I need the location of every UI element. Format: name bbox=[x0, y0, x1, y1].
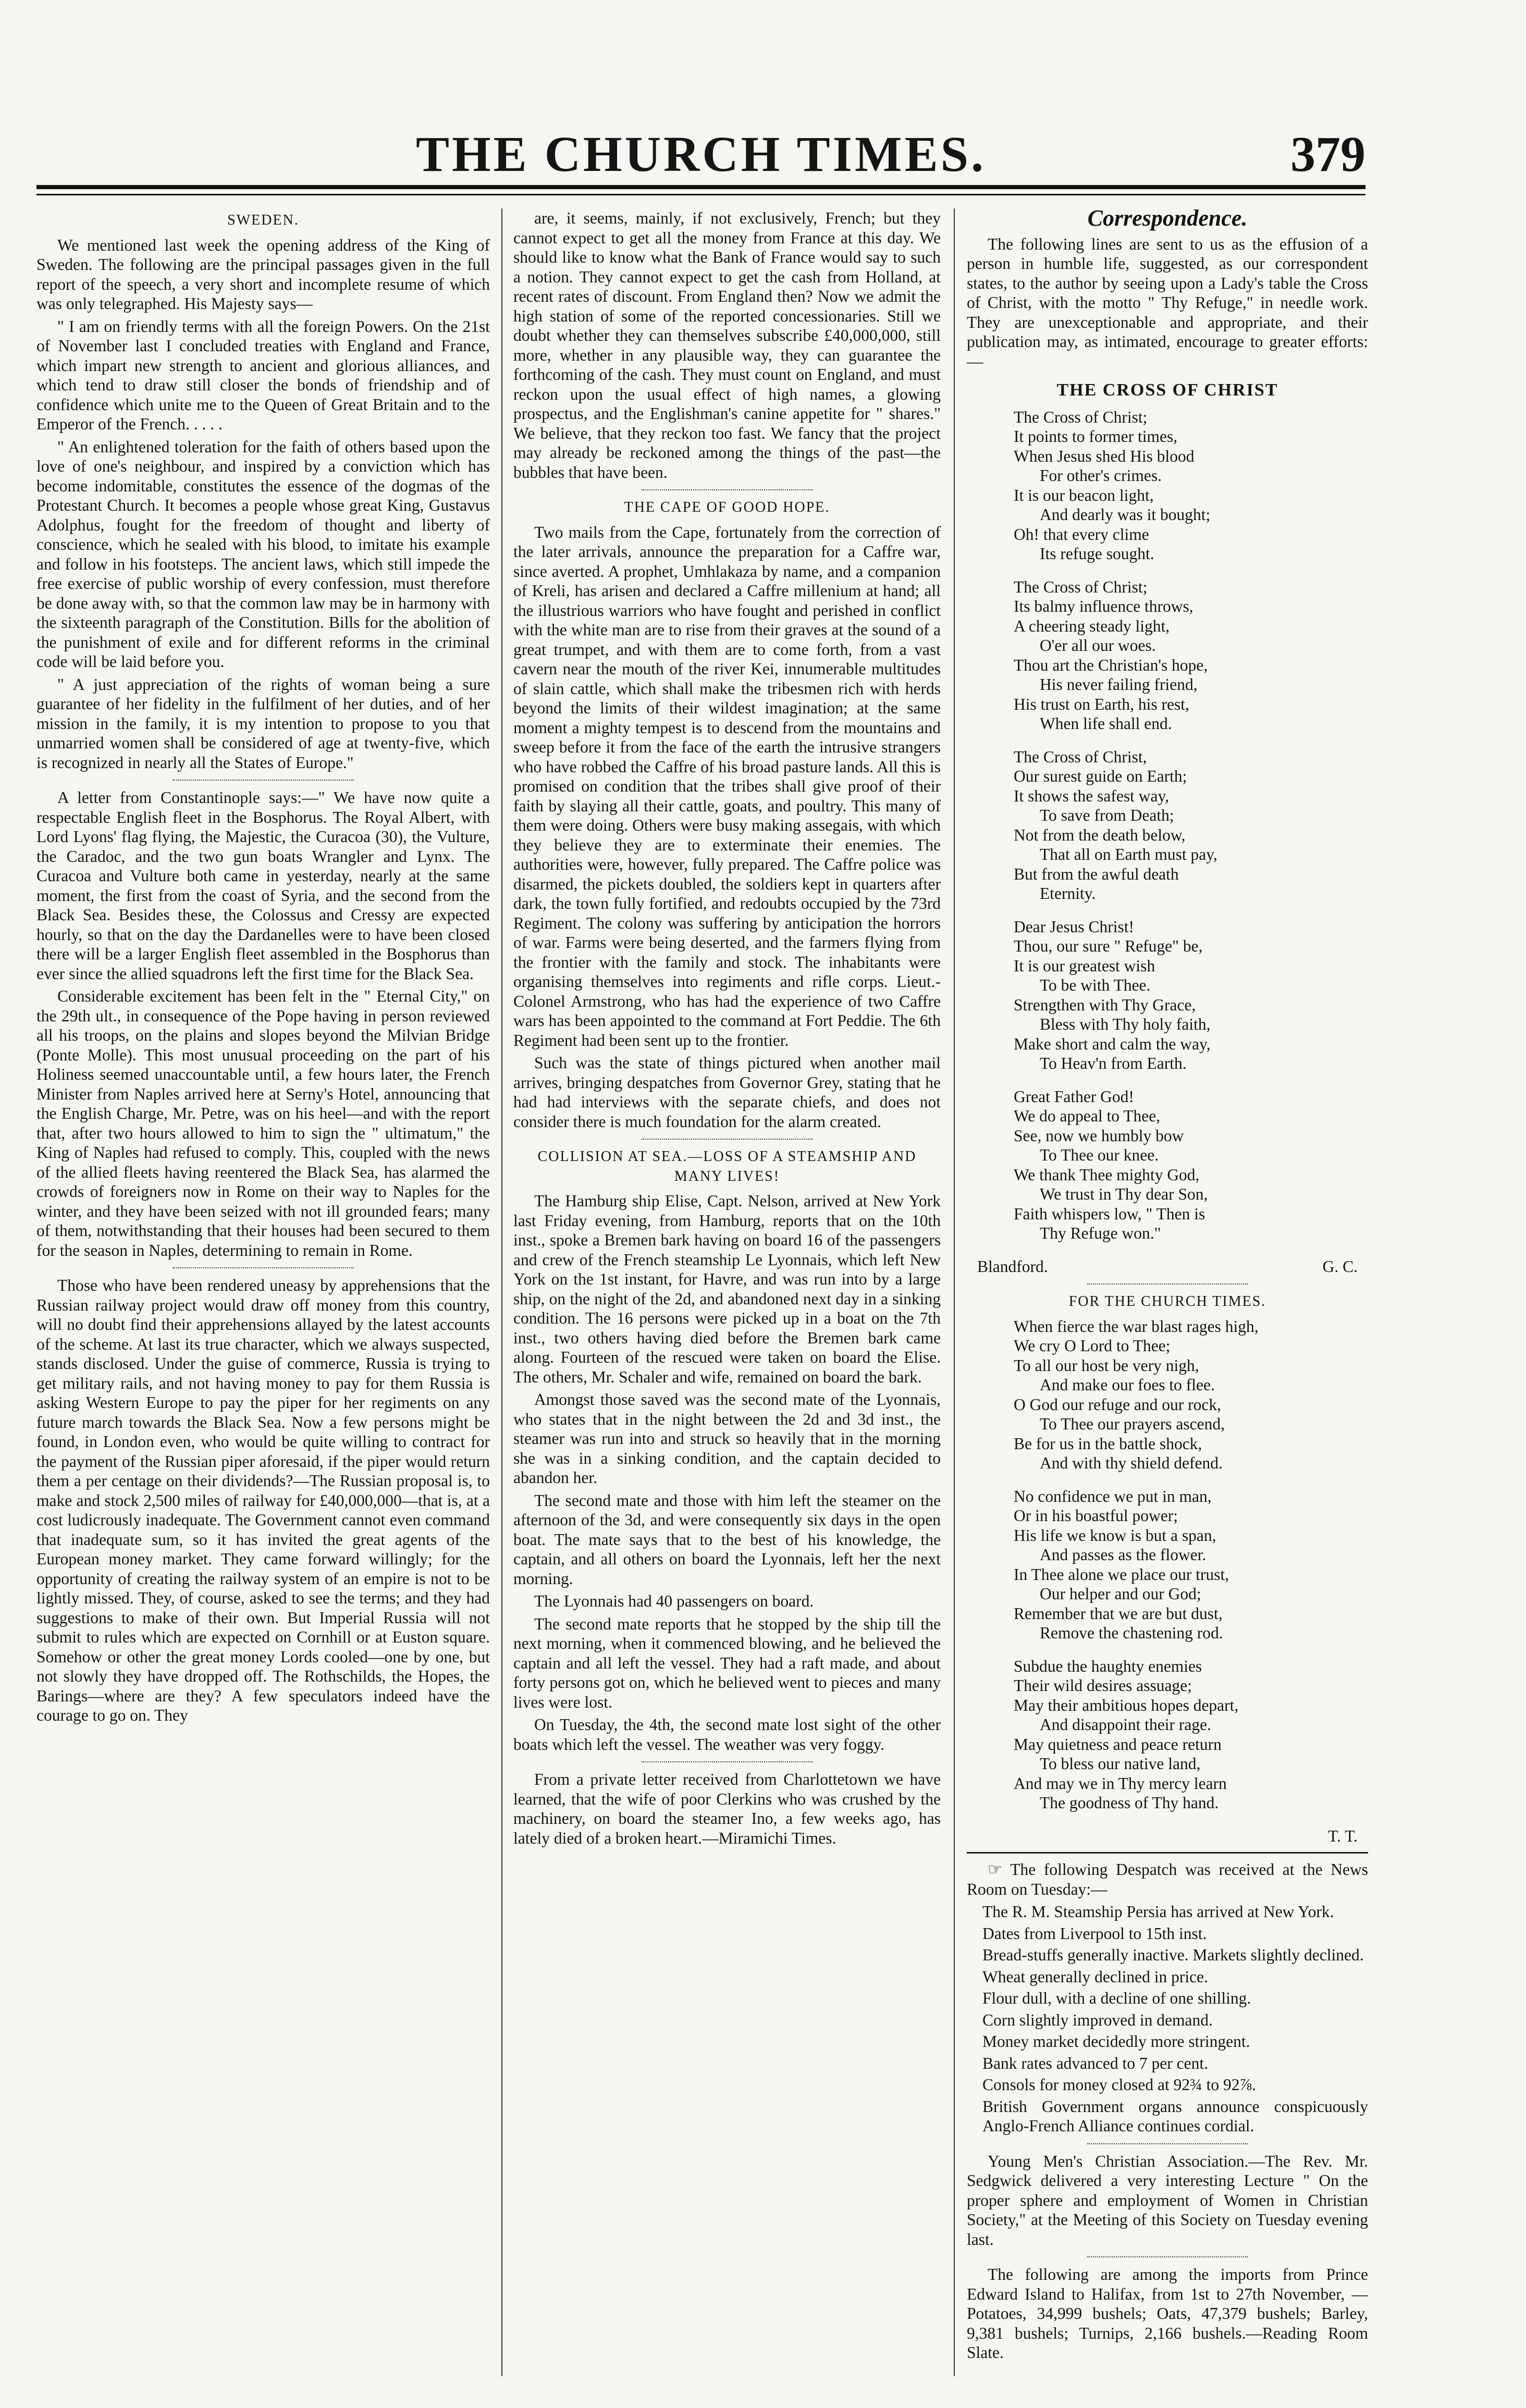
poem-line: May quietness and peace return bbox=[1014, 1735, 1222, 1753]
separator bbox=[1087, 2256, 1248, 2257]
poem-stanza bbox=[1014, 1487, 1368, 1643]
poem-line: Remember that we are but dust, bbox=[1014, 1604, 1223, 1623]
poem-line: Not from the death below, bbox=[1014, 825, 1186, 844]
poem-line: When fierce the war blast rages high, bbox=[1014, 1317, 1259, 1336]
poem-line: Great Father God! bbox=[1014, 1087, 1134, 1106]
poem-line: That all on Earth must pay, bbox=[1040, 845, 1217, 863]
poem-line: Thou, our sure " Refuge" be, bbox=[1014, 937, 1203, 955]
poem-line: The goodness of Thy hand. bbox=[1040, 1794, 1219, 1812]
poem-heading: FOR THE CHURCH TIMES. bbox=[1068, 1293, 1266, 1310]
poem-line: Its refuge sought. bbox=[1040, 545, 1154, 563]
article-heading-sweden: SWEDEN. bbox=[227, 212, 299, 228]
poem-line: It points to former times, bbox=[1014, 427, 1178, 446]
poem-line: We trust in Thy dear Son, bbox=[1040, 1185, 1208, 1203]
poem-line: Oh! that every clime bbox=[1014, 525, 1149, 544]
news-item: Wheat generally declined in price. bbox=[982, 1967, 1208, 1986]
poem-stanza bbox=[1014, 1657, 1368, 1813]
poem-line: And may we in Thy mercy learn bbox=[1014, 1774, 1227, 1793]
poem-line: It shows the safest way, bbox=[1014, 786, 1170, 805]
poem-stanza bbox=[1014, 747, 1368, 904]
poem-line: And dearly was it bought; bbox=[1040, 505, 1211, 524]
section-rule bbox=[967, 1852, 1368, 1854]
poem-line: When life shall end. bbox=[1040, 714, 1172, 733]
article-paragraph: On Tuesday, the 4th, the second mate lost sight of the other boats which left the vessel. The weather was very foggy. bbox=[513, 1715, 941, 1753]
poem-line: To all our host be very nigh, bbox=[1014, 1356, 1199, 1375]
article-heading-collision: COLLISION AT SEA.—LOSS OF A STEAMSHIP AND MANY LIVES! bbox=[537, 1149, 917, 1184]
separator bbox=[1087, 1283, 1248, 1285]
poem-line: Our surest guide on Earth; bbox=[1014, 767, 1187, 785]
article-paragraph: Amongst those saved was the second mate of the Lyonnais, who states that in the night between the 2d and 3d inst., the steamer was run into and struck so heavily that in the morning she was in a sinking condition, and the captain decided to abandon her. bbox=[513, 1390, 941, 1487]
poem-line: To be with Thee. bbox=[1040, 976, 1151, 994]
poem-line: Strengthen with Thy Grace, bbox=[1014, 995, 1196, 1014]
separator bbox=[642, 1761, 813, 1762]
poem-line: And with thy shield defend. bbox=[1040, 1454, 1223, 1472]
column-left bbox=[36, 208, 490, 1728]
news-intro: ☞ The following Despatch was received at the News Room on Tuesday:— bbox=[967, 1860, 1369, 1898]
poem-line: To save from Death; bbox=[1040, 806, 1174, 824]
poem-line: In Thee alone we place our trust, bbox=[1014, 1565, 1229, 1584]
article-paragraph: The second mate reports that he stopped by the ship till the next morning, when it commenced blowing, and he believed the captain and all left the vessel. They had a raft made, and about forty persons got on, which he believed went to pieces and many lives were lost. bbox=[513, 1614, 941, 1711]
article-paragraph: " A just appreciation of the rights of woman being a sure guarantee of her fidelity in the fulfilment of her duties, and of her mission in the family, it is my intention to propose to you that unmarried women shall be considered of age at twenty-five, which is recognized in nearly all the States of Europe." bbox=[36, 675, 490, 772]
masthead-rule-thin bbox=[36, 194, 1365, 195]
poem-line: O God our refuge and our rock, bbox=[1014, 1395, 1221, 1414]
news-list bbox=[967, 1902, 1368, 2136]
poem-line: The Cross of Christ; bbox=[1014, 407, 1148, 426]
article-heading-cape: THE CAPE OF GOOD HOPE. bbox=[624, 499, 830, 515]
poem-line: Its balmy influence throws, bbox=[1014, 597, 1193, 615]
article-paragraph: Such was the state of things pictured when another mail arrives, bringing despatches from Governor Grey, stating that he had had interviews with the separate chiefs, and does not consider there is much foundation for the alarm created. bbox=[513, 1054, 941, 1131]
poem-line: Make short and calm the way, bbox=[1014, 1034, 1211, 1053]
intro-paragraph: The following lines are sent to us as the effusion of a person in humble life, suggested, as our correspondent states, to the author by seeing upon a Lady's table the Cross of Christ, with the motto " Thy Refuge," in needle work. They are unexceptionable and appropriate, and their publication may, as intimated, encourage to greater efforts:— bbox=[967, 234, 1368, 371]
article-paragraph: The second mate and those with him left the steamer on the afternoon of the 3d, and were consequently six days in the open boat. The mate says that to the best of his knowledge, the captain, and all others on board the Lyonnais, left her the next morning. bbox=[513, 1491, 941, 1588]
column-middle bbox=[513, 208, 941, 1851]
poem-line: We thank Thee mighty God, bbox=[1014, 1165, 1200, 1184]
poem-title: THE CROSS OF CHRIST bbox=[1056, 380, 1278, 400]
poem-line: Be for us in the battle shock, bbox=[1014, 1434, 1202, 1453]
poem-stanza bbox=[1014, 1317, 1368, 1473]
poem-line: We do appeal to Thee, bbox=[1014, 1107, 1161, 1125]
poem-line: The Cross of Christ; bbox=[1014, 577, 1148, 596]
news-item: Bread-stuffs generally inactive. Markets slightly declined. bbox=[982, 1946, 1364, 1964]
poem-line: A cheering steady light, bbox=[1014, 616, 1170, 635]
news-intro-text: The following Despatch was received at the News Room on Tuesday:— bbox=[967, 1860, 1369, 1898]
poem-line: Our helper and our God; bbox=[1040, 1585, 1201, 1603]
article-paragraph: Those who have been rendered uneasy by apprehensions that the Russian railway project would draw off money from this country, will no doubt find their apprehensions allayed by the latest accounts of the scheme. At last its true character, which we always suspected, stands disclosed. Under the guise of commerce, Russia is trying to get military rails, and not having money to pay for them Russia is asking Western Europe to pay the piper for her regiments on any future march towards the Black Sea. Now a few persons might be found, in London even, who would be quite willing to contract for the payment of the Russian piper aforesaid, if the piper would return them a per centage on their dividends?—The Russian proposal is, to make and stock 2,500 miles of railway for £40,000,000—that is, at a cost ludicrously inadequate. The Government cannot even command that inadequate sum, so it has invited the great agents of the European money market. They came forward willingly; for the opportunity of creating the railway system of an empire is not to be lightly missed. They, of course, asked to see the terms; and they had suggestions to make of their own. But Imperial Russia will not submit to rules which are expected on Cornhill or at Euston square. Somehow or other the great money Lords cooled—one by one, but not slowly they have dropped off. The Rothschilds, the Hopes, the Barings—where are they? A few speculators indeed have the courage to go on. They bbox=[36, 1276, 490, 1724]
signature-place: Blandford. bbox=[977, 1257, 1048, 1276]
poem-signature-initials: T. T. bbox=[1328, 1826, 1358, 1845]
poem-line: When Jesus shed His blood bbox=[1014, 447, 1195, 465]
article-paragraph: The Lyonnais had 40 passengers on board. bbox=[534, 1592, 814, 1610]
article-paragraph: A letter from Constantinople says:—" We have now quite a respectable English fleet in the Bosphorus. The Royal Albert, with Lord Lyons' flag flying, the Majestic, the Curacoa (30), the Vulture, the Caradoc, and the two gun boats Wrangler and Lynx. The Curacoa and Vulture both came in yesterday, nearly at the same moment, the first from the coast of Syria, and the second from the Black Sea. Besides these, the Colossus and Cressy are expected hourly, so that on the day the Dardanelles were to have been closed there will be a larger English fleet assembled in the Bosphorus than ever since the allied squadrons left the first time for the Black Sea. bbox=[36, 788, 490, 983]
news-item: Bank rates advanced to 7 per cent. bbox=[982, 2054, 1208, 2072]
poem-line: And passes as the flower. bbox=[1040, 1546, 1207, 1564]
poem-line: And disappoint their rage. bbox=[1040, 1715, 1211, 1734]
article-paragraph: From a private letter received from Charlottetown we have learned, that the wife of poor Clerkins who was crushed by the machinery, on board the steamer Ino, a few weeks ago, has lately died of a broken heart.—Miramichi Times. bbox=[513, 1770, 941, 1847]
paper-title: THE CHURCH TIMES. bbox=[415, 126, 987, 182]
poem-line: Subdue the haughty enemies bbox=[1014, 1657, 1202, 1675]
news-item: Corn slightly improved in demand. bbox=[982, 2010, 1213, 2029]
column-divider bbox=[954, 208, 955, 2376]
poem-line: To bless our native land, bbox=[1040, 1755, 1201, 1773]
poem-line: To Thee our prayers ascend, bbox=[1040, 1415, 1225, 1433]
poem-line: Bless with Thy holy faith, bbox=[1040, 1015, 1211, 1033]
masthead bbox=[36, 120, 1365, 182]
poem-line: Remove the chastening rod. bbox=[1040, 1624, 1223, 1642]
poem-cross-of-christ bbox=[967, 407, 1368, 1243]
poem-line: O'er all our woes. bbox=[1040, 636, 1156, 655]
correspondence-heading: Correspondence. bbox=[1087, 205, 1248, 231]
poem-line: Thou art the Christian's hope, bbox=[1014, 656, 1208, 674]
poem-stanza bbox=[1014, 917, 1368, 1073]
poem-line: Thy Refuge won." bbox=[1040, 1224, 1161, 1242]
poem-line: Faith whispers low, " Then is bbox=[1014, 1204, 1205, 1223]
news-item: British Government organs announce conspicuously Anglo-French Alliance continues cordial. bbox=[982, 2097, 1368, 2135]
news-item: Consols for money closed at 92¾ to 92⅞. bbox=[982, 2076, 1256, 2094]
poem-line: No confidence we put in man, bbox=[1014, 1487, 1212, 1505]
poem-line: His trust on Earth, his rest, bbox=[1014, 695, 1189, 713]
poem-signature bbox=[977, 1257, 1358, 1277]
separator bbox=[173, 1267, 354, 1268]
poem-line: But from the awful death bbox=[1014, 865, 1179, 883]
poem-line: May their ambitious hopes depart, bbox=[1014, 1696, 1239, 1714]
article-paragraph: Considerable excitement has been felt in the " Eternal City," on the 29th ult., in consequence of the Pope having in person reviewed all his troops, on the plains and slopes beyond the Milvian Bridge (Ponte Molle). This most unusual proceeding on the part of his Holiness seemed unaccountable until, a few hours later, the French Minister from Naples arrived here at Serny's Hotel, announcing that the English Charge, Mr. Petre, was on his heel—and with the report that, after two hours allowed to him to sign the " ultimatum," the King of Naples had refused to comply. This, coupled with the news of the allied fleets having reentered the Black Sea, has alarmed the crowds of foreigners now in Rome on their way to Naples for the winter, and they have been seized with not ill grounded fears; many of them, notwithstanding that their houses had been secured to them for the season in Naples, determining to remain in Rome. bbox=[36, 987, 490, 1259]
news-item: Flour dull, with a decline of one shilling. bbox=[982, 1989, 1251, 2007]
separator bbox=[642, 1139, 813, 1140]
separator bbox=[1087, 2143, 1248, 2144]
poem-line: For other's crimes. bbox=[1040, 466, 1162, 485]
poem-stanza bbox=[1014, 577, 1368, 734]
column-divider bbox=[501, 208, 502, 2376]
news-item: The R. M. Steamship Persia has arrived at New York. bbox=[982, 1903, 1334, 1921]
article-paragraph: Two mails from the Cape, fortunately from the correction of the later arrivals, announce the preparation for a Caffre war, since averted. A prophet, Umhlakaza by name, and a companion of Kreli, has arisen and declared a Caffre millenium at hand; all the illustrious warriors who have fought and perished in conflict with the white man are to rise from their graves at the sound of a great trumpet, and with them are to come forth, from a vast cavern near the mouth of the river Kei, innumerable multitudes of slain cattle, which shall make the tribesmen rich with herds beyond the limits of their wildest imagination; at the same moment a mighty tempest is to descend from the mountains and sweep before it from the face of the earth the intrusive strangers who have robbed the Caffre of his broad pasture lands. All this is promised on condition that the tribes shall give proof of their faith by slaying all their cattle, goats, and poultry. This many of them were doing. Others were busy making assegais, with which they believe they are to exterminate their enemies. The authorities were, however, fully prepared. The Caffre police was disarmed, the pickets doubled, the soldiers kept in quarters after dark, the town fully fortified, and redoubts occupied by the 73rd Regiment. The colony was suffering by anticipation the horrors of war. Farms were being deserted, and the farmers flying from the frontier with the family and stock. The inhabitants were organising themselves into regiments and rifle corps. Lieut.-Colonel Armstrong, who has had the experience of two Caffre wars has been appointed to the command at Fort Peddie. The 6th Regiment had been sent up to the frontier. bbox=[513, 523, 941, 1049]
imports-notice: The following are among the imports from Prince Edward Island to Halifax, from 1st to 27th November, —Potatoes, 34,999 bushels; Oats, 47,379 bushels; Barley, 9,381 bushels; Turnips, 2,166 bushels.—Reading Room Slate. bbox=[967, 2265, 1368, 2362]
poem-stanza bbox=[1014, 407, 1368, 564]
poem-line: And make our foes to flee. bbox=[1040, 1376, 1215, 1394]
article-paragraph: are, it seems, mainly, if not exclusively, French; but they cannot expect to get all the money from France at this day. We should like to know what the Bank of France would say to such a notion. They cannot expect to get the cash from Holland, at recent rates of discount. From England then? Now we admit the high station of some of the reported concessionaries. Still we doubt whether they can themselves subscribe £40,000,000, still more, whether in any plausible way, they can guarantee the forthcoming of the cash. They must count on England, and must reckon upon the usual effect of high names, a glowing prospectus, and the Englishman's canine appetite for " shares." We believe, that they reckon too fast. We fancy that the project may already be reckoned among the things of the past—the bubbles that have been. bbox=[513, 209, 941, 481]
separator bbox=[173, 780, 354, 781]
poem-war-prayer bbox=[967, 1317, 1368, 1813]
article-paragraph: The Hamburg ship Elise, Capt. Nelson, arrived at New York last Friday evening, from Hamburg, reports that on the 10th inst., spoke a Bremen bark having on board 16 of the passengers and crew of the French steamship Le Lyonnais, which left New York on the 1st instant, for Havre, and was run into by a large ship, on the night of the 2d, and abandoned next day in a sinking condition. The 16 persons were picked up in a boat on the 7th inst., two others having died before the Bremen bark came along. Fourteen of the rescued were taken on board the Elise. The others, Mr. Schaler and wife, remained on board the bark. bbox=[513, 1192, 941, 1386]
column-right bbox=[967, 205, 1369, 2366]
poem-line: It is our beacon light, bbox=[1014, 486, 1154, 504]
masthead-rule-thick bbox=[36, 185, 1365, 189]
poem-line: Or in his boastful power; bbox=[1014, 1506, 1178, 1525]
poem-line: His life we know is but a span, bbox=[1014, 1526, 1216, 1545]
poem-line: To Thee our knee. bbox=[1040, 1146, 1159, 1164]
news-item: Dates from Liverpool to 15th inst. bbox=[982, 1924, 1207, 1943]
article-paragraph: " An enlightened toleration for the faith of others based upon the love of one's neighbour, and inspired by a conviction which has become indomitable, constitutes the essence of the dogmas of the Protestant Church. It becomes a people whose great King, Gustavus Adolphus, fought for the freedom of thought and liberty of conscience, which he sealed with his blood, to imitate his example and follow in his footsteps. The ancient laws, which still impede the free exercise of public worship of every confession, must therefore be done away with, so that the common law may be in harmony with the sixteenth paragraph of the Constitution. Bills for the abolition of the punishment of exile and for different reforms in the criminal code will be laid before you. bbox=[36, 437, 490, 671]
poem-line: Eternity. bbox=[1040, 884, 1096, 903]
poem-line: The Cross of Christ, bbox=[1014, 747, 1147, 766]
poem-line: Dear Jesus Christ! bbox=[1014, 917, 1134, 936]
article-paragraph: " I am on friendly terms with all the foreign Powers. On the 21st of November last I concluded treaties with England and France, which impart new strength to ancient and glorious alliances, and which tend to draw still closer the bonds of friendship and of confidence which unite me to the Queen of Great Britain and to the Emperor of the French. . . . . bbox=[36, 317, 490, 433]
poem-line: See, now we humbly bow bbox=[1014, 1126, 1184, 1145]
poem-line: To Heav'n from Earth. bbox=[1040, 1054, 1187, 1072]
ymca-notice: Young Men's Christian Association.—The Rev. Mr. Sedgwick delivered a very interesting Lecture " On the proper sphere and employment of Women in Christian Society," at the Meeting of this Society on Tuesday evening last. bbox=[967, 2152, 1368, 2249]
poem-line: His never failing friend, bbox=[1040, 675, 1198, 694]
page-number: 379 bbox=[1290, 126, 1365, 182]
article-paragraph: We mentioned last week the opening address of the King of Sweden. The following are the principal passages given in the full report of the speech, a very short and incomplete resume of which was only telegraphed. His Majesty says— bbox=[36, 236, 490, 313]
poem-line: It is our greatest wish bbox=[1014, 956, 1155, 975]
poem-line: We cry O Lord to Thee; bbox=[1014, 1337, 1171, 1355]
poem-stanza bbox=[1014, 1087, 1368, 1243]
news-item: Money market decidedly more stringent. bbox=[982, 2032, 1250, 2051]
separator bbox=[642, 489, 813, 490]
poem-line: Their wild desires assuage; bbox=[1014, 1676, 1192, 1695]
signature-initials: G. C. bbox=[1322, 1257, 1358, 1276]
